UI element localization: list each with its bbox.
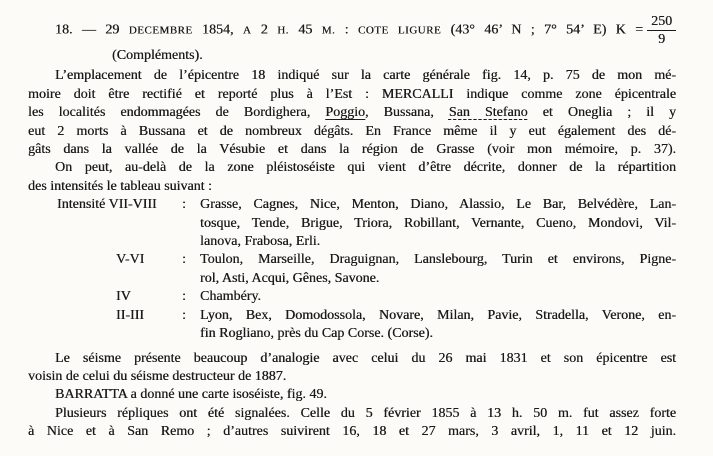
row-label: Intensité VII-VIII xyxy=(57,197,157,213)
text-block xyxy=(28,14,676,442)
table-row xyxy=(28,288,676,306)
text-line: voisin de celui du séisme destructeur de 1887. xyxy=(28,368,287,384)
text-line: eut 2 morts à Bussana et de nombreux dégâts. En France même il y eut également des dé- xyxy=(28,123,676,139)
row-places xyxy=(200,288,676,306)
row-places xyxy=(200,307,676,344)
text-segment: les localités endommagées de Bordighera, xyxy=(28,105,326,121)
text-line: des intensités le tableau suivant : xyxy=(28,178,212,194)
text-line: BARRATTA a donné une carte isoséiste, fig. 49. xyxy=(55,387,327,403)
paragraph-analogie xyxy=(28,350,676,387)
row-places xyxy=(200,196,676,251)
text-line: Le séisme présente beaucoup d’analogie avec celui du 26 mai 1831 et son épicentre est xyxy=(55,350,676,366)
row-label: II-III xyxy=(116,307,144,323)
row-colon: : xyxy=(182,197,186,213)
text-line: lanova, Frabosa, Erli. xyxy=(200,234,321,250)
table-row xyxy=(28,196,676,251)
text-line: L’emplacement de l’épicentre 18 indiqué sur la carte générale fig. 14, p. 75 de mon mé- xyxy=(55,68,676,84)
heading-smallcaps: A xyxy=(242,24,252,37)
text-line: On peut, au-delà de la zone pléistoséiste qui vient d’être décrite, donner de la répartition xyxy=(55,160,676,176)
heading-subtitle: (Compléments). xyxy=(112,48,203,63)
row-colon: : xyxy=(182,307,186,323)
text-line: Plusieurs répliques ont été signalées. Celle du 5 février 1855 à 13 h. 50 m. fut assez forte xyxy=(55,405,676,421)
fraction-numerator: 250 xyxy=(647,14,676,31)
heading-text: 18. — 29 xyxy=(55,22,129,38)
paragraph-repartition xyxy=(28,159,676,196)
text-line: moire doit être rectifié et reporté plus à l’Est : MERCALLI indique comme zone épicentrale xyxy=(28,86,676,102)
text-line: Chambéry. xyxy=(200,289,261,305)
text-line: tosque, Tende, Brigue, Triora, Robillant, Vernante, Cueno, Mondovi, Vil- xyxy=(200,215,676,231)
heading-smallcaps: M. xyxy=(321,24,336,37)
entry-heading xyxy=(28,14,676,47)
k-fraction xyxy=(647,14,676,47)
text-line: gâts dans la vallée de la Vésubie et dans la région de Grasse (voir mon mémoire, p. 37). xyxy=(28,142,676,158)
row-places xyxy=(200,251,676,288)
table-row xyxy=(28,307,676,344)
heading-text: 1854, xyxy=(192,22,243,38)
text-line: Lyon, Bex, Domodossola, Novare, Milan, Pavie, Stradella, Verone, en- xyxy=(200,307,676,323)
text-line-with-underlines xyxy=(28,104,676,122)
heading-coordinates: (43° 46’ N ; 7° 54’ E) K = xyxy=(441,22,644,38)
row-label: IV xyxy=(116,289,131,305)
intensity-table xyxy=(28,196,676,343)
text-line: fin Rogliano, près du Cap Corse. (Corse). xyxy=(200,326,433,342)
fraction-denominator: 9 xyxy=(658,32,666,47)
heading-smallcaps: H. xyxy=(277,24,289,37)
text-segment: et Oneglia ; il y xyxy=(527,105,677,121)
underlined-place-poggio: Poggio xyxy=(325,105,365,121)
heading-text: : xyxy=(335,22,358,38)
table-row xyxy=(28,251,676,288)
heading-text: 2 xyxy=(251,22,278,38)
row-colon: : xyxy=(182,289,186,305)
heading-smallcaps-location: COTE LIGURE xyxy=(357,24,442,37)
row-colon: : xyxy=(182,252,186,268)
heading-smallcaps-month: DECEMBRE xyxy=(128,24,193,37)
text-line: rol, Asti, Acqui, Gênes, Savone. xyxy=(200,270,380,286)
text-line: Grasse, Cagnes, Nice, Menton, Diano, Alassio, Le Bar, Belvédère, Lan- xyxy=(200,197,676,213)
underlined-place-san-stefano: San Stefano xyxy=(448,105,528,121)
paragraph-barratta xyxy=(28,386,676,404)
paragraph-repliques xyxy=(28,405,676,442)
text-line: Toulon, Marseille, Draguignan, Lanslebourg, Turin et environs, Pigne- xyxy=(200,252,676,268)
text-segment: , Bussana, xyxy=(364,105,449,121)
text-line: à Nice et à San Remo ; d’autres suivirent 16, 18 et 27 mars, 3 avril, 1, 11 et 12 juin. xyxy=(28,424,676,440)
paragraph-epicentre xyxy=(28,67,676,159)
heading-text: 45 xyxy=(288,22,322,38)
row-label: V-VI xyxy=(116,252,145,268)
